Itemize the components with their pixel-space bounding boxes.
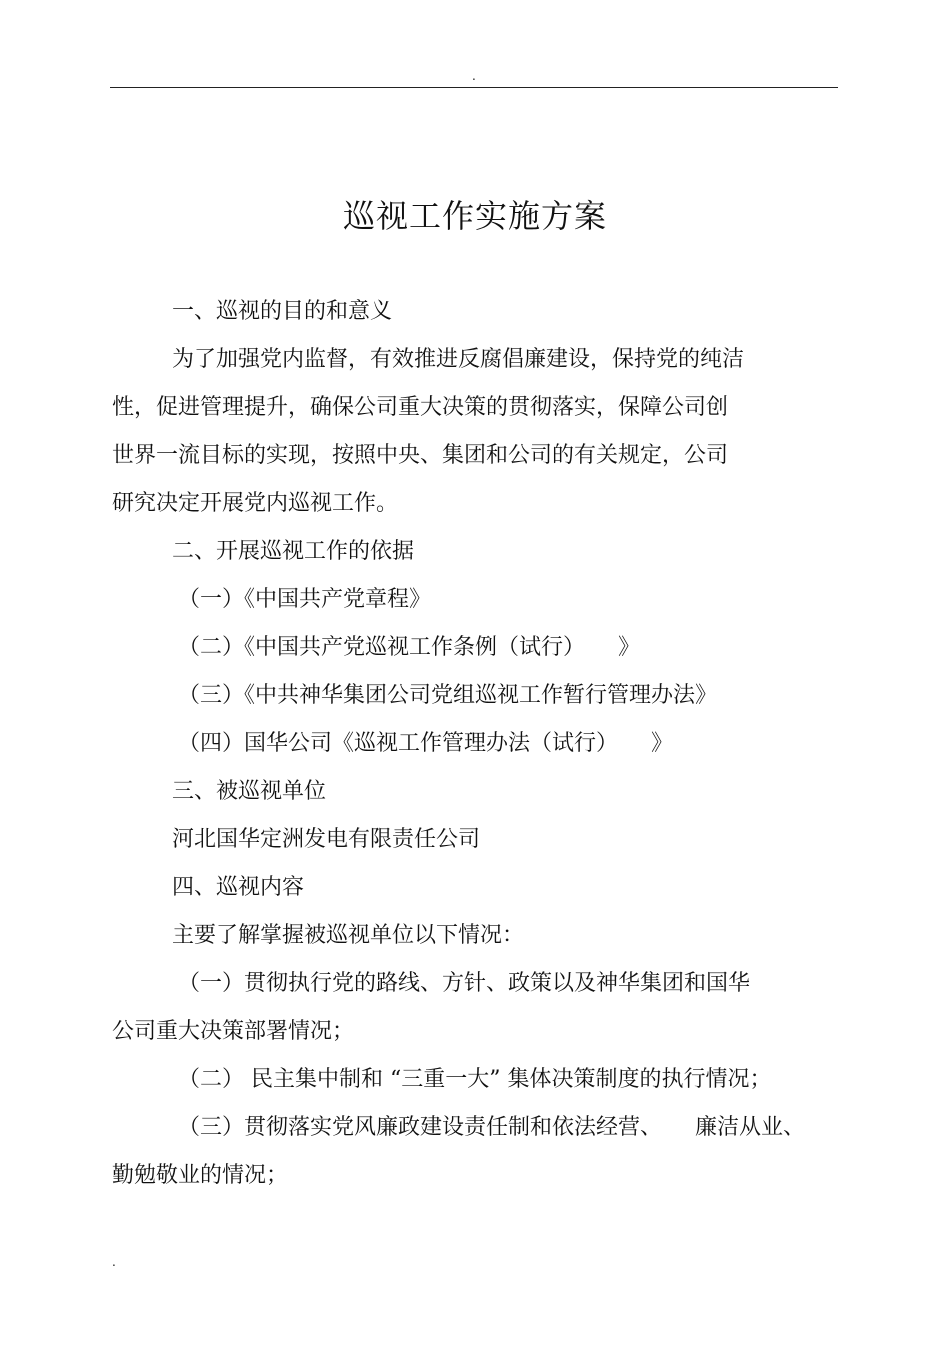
paragraph-line: 性，促进管理提升，确保公司重大决策的贯彻落实，保障公司创 bbox=[112, 395, 729, 420]
content-item: （二） 民主集中制和 “三重一大” 集体决策制度的执行情况； bbox=[178, 1067, 772, 1092]
paragraph-line: 研究决定开展党内巡视工作。 bbox=[112, 491, 399, 516]
footer-mark: . bbox=[112, 1255, 116, 1269]
paragraph-line: 公司重大决策部署情况； bbox=[112, 1019, 355, 1044]
basis-item: （一）《中国共产党章程》 bbox=[178, 587, 432, 612]
basis-item: （四）国华公司《巡视工作管理办法（试行） 》 bbox=[178, 731, 674, 756]
inspected-unit: 河北国华定洲发电有限责任公司 bbox=[172, 827, 481, 852]
paragraph-line: 世界一流目标的实现，按照中央、集团和公司的有关规定，公司 bbox=[112, 443, 729, 468]
content-item: （三）贯彻落实党风廉政建设责任制和依法经营、 廉洁从业、 bbox=[178, 1115, 806, 1140]
content-item: （一）贯彻执行党的路线、方针、政策以及神华集团和国华 bbox=[178, 971, 751, 996]
basis-item: （三）《中共神华集团公司党组巡视工作暂行管理办法》 bbox=[178, 683, 718, 708]
document-title: 巡视工作实施方案 bbox=[342, 197, 607, 235]
section-heading-4: 四、巡视内容 bbox=[172, 875, 305, 900]
basis-item: （二）《中国共产党巡视工作条例（试行） 》 bbox=[178, 635, 641, 660]
header-rule bbox=[110, 87, 838, 88]
paragraph-line: 勤勉敬业的情况； bbox=[112, 1163, 289, 1188]
section-heading-1: 一、巡视的目的和意义 bbox=[172, 299, 393, 324]
paragraph-line: 主要了解掌握被巡视单位以下情况： bbox=[172, 923, 525, 948]
section-heading-2: 二、开展巡视工作的依据 bbox=[172, 539, 415, 564]
paragraph-line: 为了加强党内监督，有效推进反腐倡廉建设，保持党的纯洁 bbox=[172, 347, 745, 372]
header-mark: . bbox=[472, 69, 476, 83]
section-heading-3: 三、被巡视单位 bbox=[172, 779, 327, 804]
